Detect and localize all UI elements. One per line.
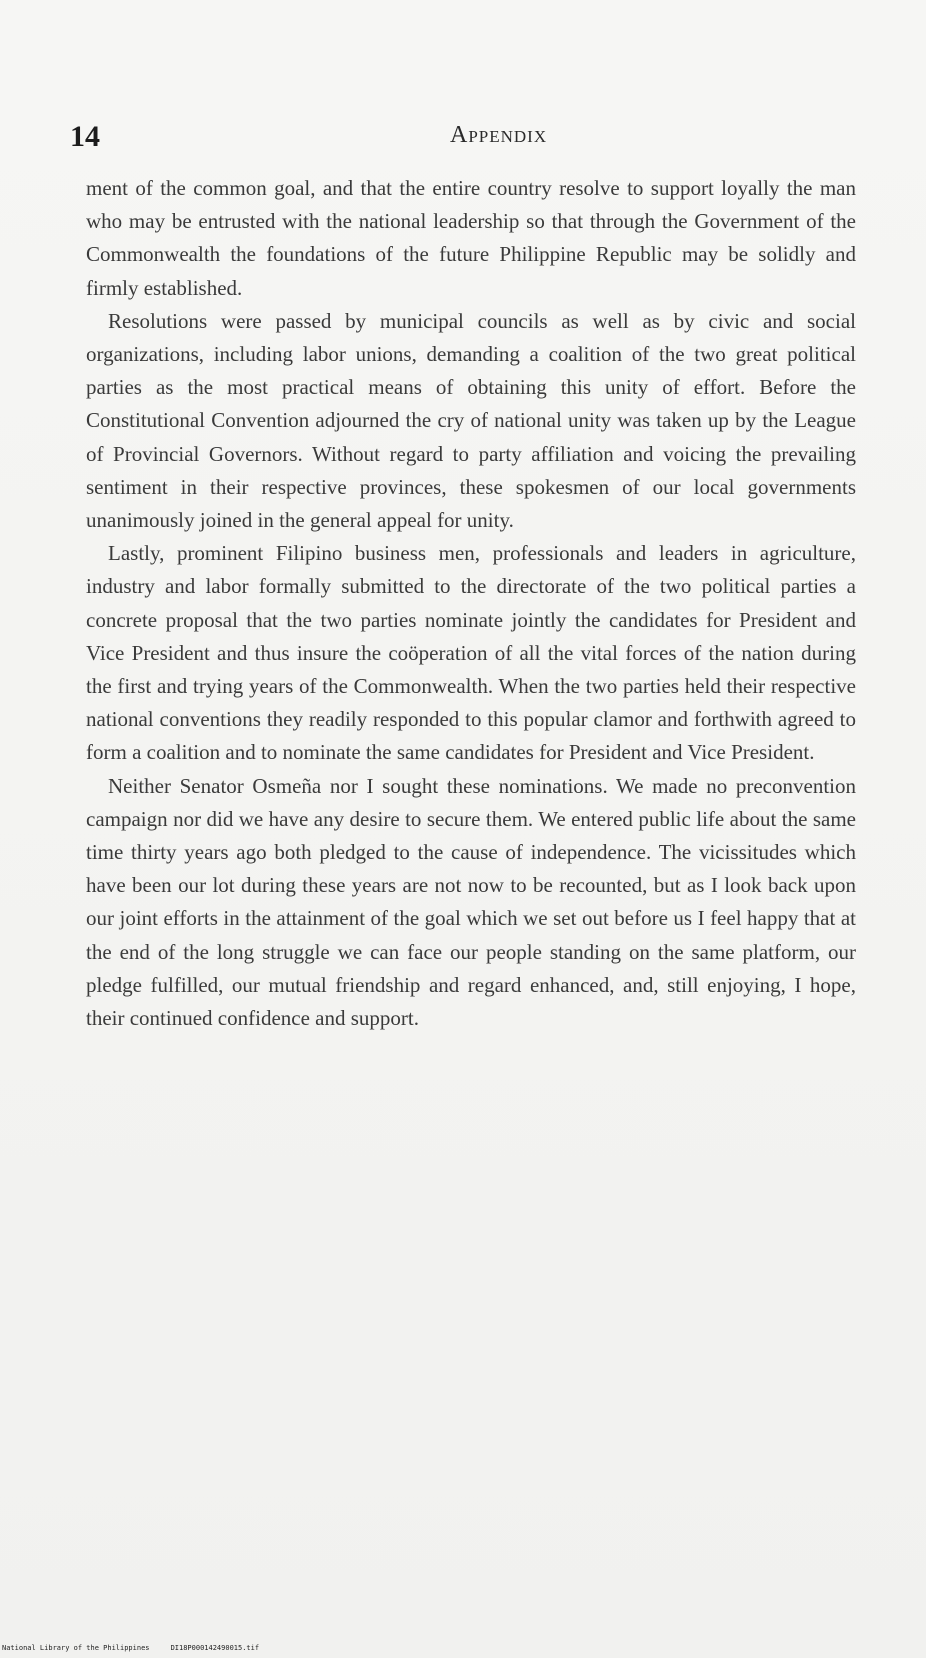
paragraph-continuation: ment of the common goal, and that the entire country resolve to support loyally the man who may be entrusted with the national leadership so that through the Government of the Commonwealth the foundations of the future Philippine Republic may be solidly and firmly established. [86,176,856,300]
scan-source-footer: National Library of the Philippines DI18P000142490015.tif [2,1644,260,1652]
running-head: Appendix [450,122,548,148]
paragraph-resolutions: Resolutions were passed by municipal councils as well as by civic and social organizations, including labor unions, demanding a coalition of the two great political parties as the most practical means of obtaining this unity of effort. Before the Constitutional Convention adjourned the cry of national unity was taken up by the League of Provincial Governors. Without regard to party affiliation and voicing the prevailing sentiment in their respective provinces, these spokesmen of our local governments unanimously joined in the general appeal for unity. [86,308,856,533]
body-text [86,172,856,1035]
paragraph-proposal: Lastly, prominent Filipino business men, professionals and leaders in agriculture, industry and labor formally submitted to the directorate of the two political parties a concrete proposal that the two parties nominate jointly the candidates for President and Vice President and thus insure the coöperation of all the vital forces of the nation during the first and trying years of the Commonwealth. When the two parties held their respective national conventions they readily responded to this popular clamor and forthwith agreed to form a coalition and to nominate the same candidates for President and Vice President. [86,541,856,765]
paragraph-nominations: Neither Senator Osmeña nor I sought these nominations. We made no preconvention campaign nor did we have any desire to secure them. We entered public life about the same time thirty years ago both pledged to the cause of independence. The vicissitudes which have been our lot during these years are not now to be recounted, but as I look back upon our joint efforts in the attainment of the goal which we set out before us I feel happy that at the end of the long struggle we can face our people standing on the same platform, our pledge fulfilled, our mutual friendship and regard enhanced, and, still enjoying, I hope, their continued confidence and support. [86,773,856,1031]
page-header [70,120,870,160]
page-number: 14 [70,120,100,153]
